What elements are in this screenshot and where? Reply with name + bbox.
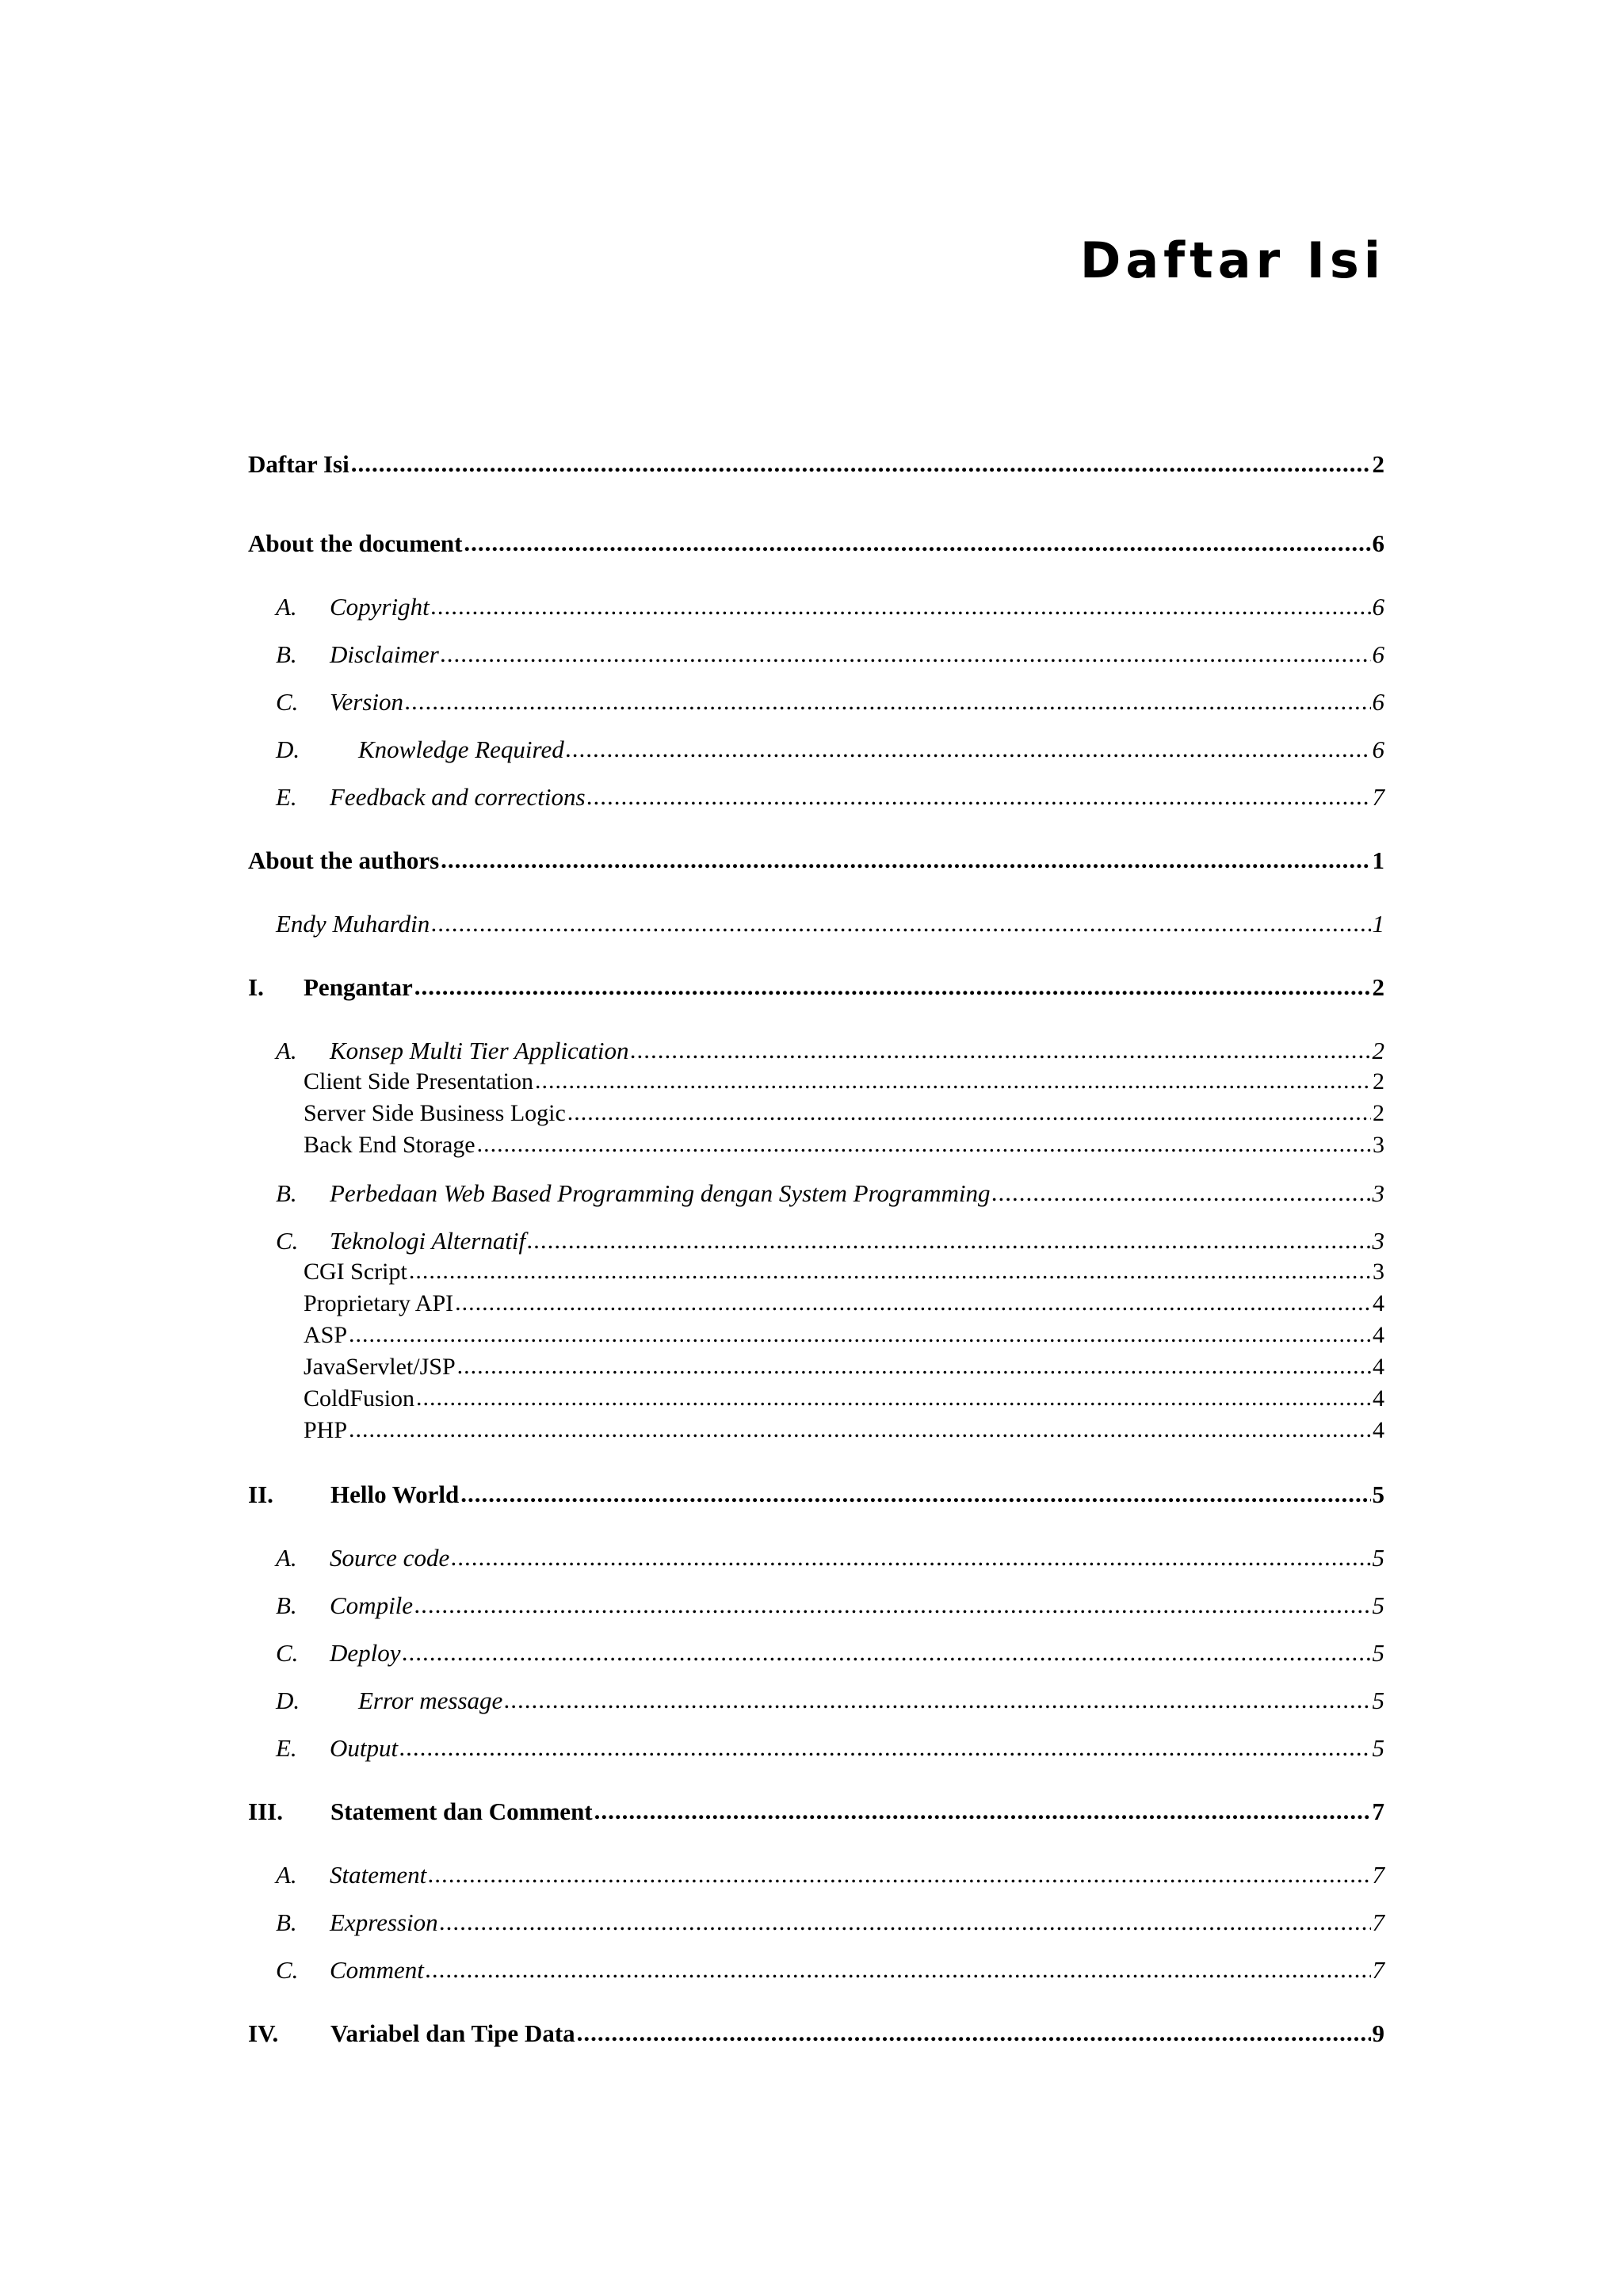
toc-entry-label: Disclaimer [330,640,439,668]
toc-entry-number: C. [276,1639,299,1667]
toc-entry[interactable] [248,1910,1384,1935]
dot-leader [464,530,1370,555]
toc-entry-label: Pengantar [304,973,413,1001]
toc-entry[interactable] [248,785,1384,809]
toc-entry[interactable] [248,975,1384,999]
toc-entry[interactable] [248,1324,1384,1347]
toc-entry-page-number: 2 [1372,1037,1384,1064]
dot-leader [577,2020,1371,2045]
toc-entry-page-number: 7 [1372,1797,1384,1825]
toc-entry[interactable] [248,1593,1384,1618]
toc-entry-number: B. [276,640,297,668]
toc-entry-page-number: 5 [1372,1734,1384,1762]
toc-entry-page-number: 4 [1373,1354,1384,1380]
toc-entry[interactable] [248,1958,1384,1982]
toc-entry-label: Perbedaan Web Based Programming dengan System Programming [330,1179,991,1207]
dot-leader [349,1323,1371,1347]
toc-entry[interactable] [248,1292,1384,1316]
dot-leader [460,1481,1370,1506]
toc-entry-label: Konsep Multi Tier Application [330,1037,629,1064]
toc-entry-label: PHP [304,1417,348,1443]
toc-entry-page-number: 4 [1373,1290,1384,1316]
toc-entry-label: ASP [304,1322,348,1348]
toc-entry-page-number: 2 [1373,1068,1384,1095]
dot-leader [991,1180,1370,1205]
dot-leader [441,641,1371,666]
toc-entry[interactable] [248,1070,1384,1094]
toc-entry[interactable] [248,690,1384,714]
dot-leader [414,974,1371,999]
toc-entry-label: JavaServlet/JSP [304,1354,456,1380]
toc-entry-number: D. [276,1687,300,1714]
toc-entry[interactable] [248,452,1384,476]
toc-entry[interactable] [248,1133,1384,1157]
toc-entry-label: Compile [330,1591,414,1619]
toc-entry[interactable] [248,1862,1384,1887]
toc-entry-label: CGI Script [304,1259,407,1285]
dot-leader [351,451,1371,476]
toc-entry[interactable] [248,1688,1384,1713]
toc-entry[interactable] [248,911,1384,936]
toc-entry-label: Expression [330,1908,438,1936]
toc-entry-number: B. [276,1179,297,1207]
toc-entry[interactable] [248,1736,1384,1760]
dot-leader [414,1592,1370,1617]
toc-entry-page-number: 1 [1372,910,1384,938]
toc-entry-label: Daftar Isi [248,450,349,478]
toc-entry-label: Output [330,1734,399,1762]
toc-entry[interactable] [248,1387,1384,1411]
toc-entry-number: A. [276,1861,297,1889]
toc-entry-page-number: 4 [1373,1385,1384,1412]
toc-entry[interactable] [248,1419,1384,1442]
toc-entry[interactable] [248,642,1384,667]
toc-entry[interactable] [248,594,1384,619]
toc-entry-page-number: 5 [1372,1687,1384,1714]
dot-leader [477,1133,1371,1156]
toc-entry-page-number: 3 [1372,1179,1384,1207]
toc-entry-page-number: 5 [1372,1639,1384,1667]
dot-leader [440,1909,1371,1934]
toc-entry[interactable] [248,1545,1384,1570]
toc-entry-page-number: 7 [1372,783,1384,811]
toc-entry-page-number: 3 [1373,1132,1384,1158]
toc-entry-number: C. [276,688,299,716]
toc-entry-page-number: 6 [1372,593,1384,621]
toc-entry-label: Error message [358,1687,503,1714]
toc-entry-label: Statement dan Comment [330,1797,593,1825]
dot-leader [405,689,1371,713]
toc-entry-number: I. [248,973,264,1001]
dot-leader [630,1037,1370,1062]
toc-entry[interactable] [248,2021,1384,2046]
toc-entry-number: C. [276,1227,299,1255]
toc-entry-number: IV. [248,2019,279,2047]
toc-entry-page-number: 6 [1372,688,1384,716]
toc-entry[interactable] [248,848,1384,873]
dot-leader [587,784,1371,808]
toc-entry-number: C. [276,1956,299,1984]
toc-entry-label: ColdFusion [304,1385,415,1412]
dot-leader [566,736,1371,761]
toc-entry-page-number: 2 [1373,1100,1384,1126]
dot-leader [416,1386,1371,1410]
toc-entry[interactable] [248,1799,1384,1824]
toc-entry-label: Hello World [330,1480,460,1508]
page-title: Daftar Isi [1079,231,1385,289]
toc-entry-page-number: 7 [1372,1861,1384,1889]
toc-entry-page-number: 1 [1372,846,1384,874]
dot-leader [504,1687,1370,1712]
toc-entry-page-number: 9 [1372,2019,1384,2047]
toc-entry-page-number: 3 [1373,1259,1384,1285]
toc-entry-label: Server Side Business Logic [304,1100,566,1126]
toc-entry-label: Endy Muhardin [276,910,430,938]
toc-entry-page-number: 4 [1373,1417,1384,1443]
toc-entry-label: Variabel dan Tipe Data [330,2019,575,2047]
toc-entry-number: E. [276,1734,297,1762]
dot-leader [431,594,1371,618]
toc-entry[interactable] [248,1260,1384,1284]
toc-entry[interactable] [248,1181,1384,1205]
dot-leader [535,1069,1371,1093]
toc-entry[interactable] [248,1228,1384,1253]
toc-entry-page-number: 6 [1372,640,1384,668]
dot-leader [409,1259,1371,1283]
toc-entry-label: About the document [248,529,463,557]
toc-entry-label: Teknologi Alternatif [330,1227,526,1255]
toc-entry-label: Back End Storage [304,1132,475,1158]
toc-entry-page-number: 7 [1372,1908,1384,1936]
toc-entry-number: B. [276,1591,297,1619]
toc-entry-number: A. [276,593,297,621]
toc-entry-number: II. [248,1480,273,1508]
toc-entry-label: Statement [330,1861,427,1889]
toc-entry-page-number: 3 [1372,1227,1384,1255]
toc-entry-number: B. [276,1908,297,1936]
toc-entry-number: A. [276,1544,297,1572]
toc-entry-label: About the authors [248,846,440,874]
toc-entry-page-number: 7 [1372,1956,1384,1984]
toc-entry-page-number: 5 [1372,1480,1384,1508]
toc-entry-label: Deploy [330,1639,401,1667]
toc-entry-label: Source code [330,1544,450,1572]
toc-entry-page-number: 5 [1372,1591,1384,1619]
dot-leader [567,1101,1371,1125]
dot-leader [527,1228,1370,1252]
toc-entry[interactable] [248,737,1384,762]
toc-entry-label: Proprietary API [304,1290,454,1316]
toc-entry-page-number: 2 [1372,450,1384,478]
toc-entry[interactable] [248,1641,1384,1665]
dot-leader [428,1862,1370,1886]
toc-entry-label: Knowledge Required [358,735,564,763]
toc-entry[interactable] [248,1038,1384,1063]
toc-entry[interactable] [248,1102,1384,1125]
toc-entry-page-number: 2 [1372,973,1384,1001]
toc-entry-label: Version [330,688,403,716]
dot-leader [403,1640,1371,1664]
dot-leader [455,1291,1371,1315]
dot-leader [457,1354,1371,1378]
dot-leader [426,1957,1371,1981]
toc-entry-number: A. [276,1037,297,1064]
toc-entry-page-number: 4 [1373,1322,1384,1348]
toc-entry[interactable] [248,1355,1384,1379]
dot-leader [349,1418,1371,1442]
toc-entry-number: E. [276,783,297,811]
dot-leader [431,911,1370,935]
toc-entry-page-number: 5 [1372,1544,1384,1572]
toc-entry[interactable] [248,1482,1384,1507]
toc-entry-number: III. [248,1797,283,1825]
toc-entry-number: D. [276,735,300,763]
toc-entry-label: Feedback and corrections [330,783,586,811]
toc-entry[interactable] [248,531,1384,556]
toc-entry-page-number: 6 [1372,529,1384,557]
toc-entry-page-number: 6 [1372,735,1384,763]
dot-leader [594,1798,1371,1823]
toc-entry-label: Comment [330,1956,424,1984]
dot-leader [451,1545,1370,1569]
toc-entry-label: Client Side Presentation [304,1068,533,1095]
dot-leader [441,847,1370,872]
toc-entry-label: Copyright [330,593,430,621]
dot-leader [399,1735,1370,1759]
